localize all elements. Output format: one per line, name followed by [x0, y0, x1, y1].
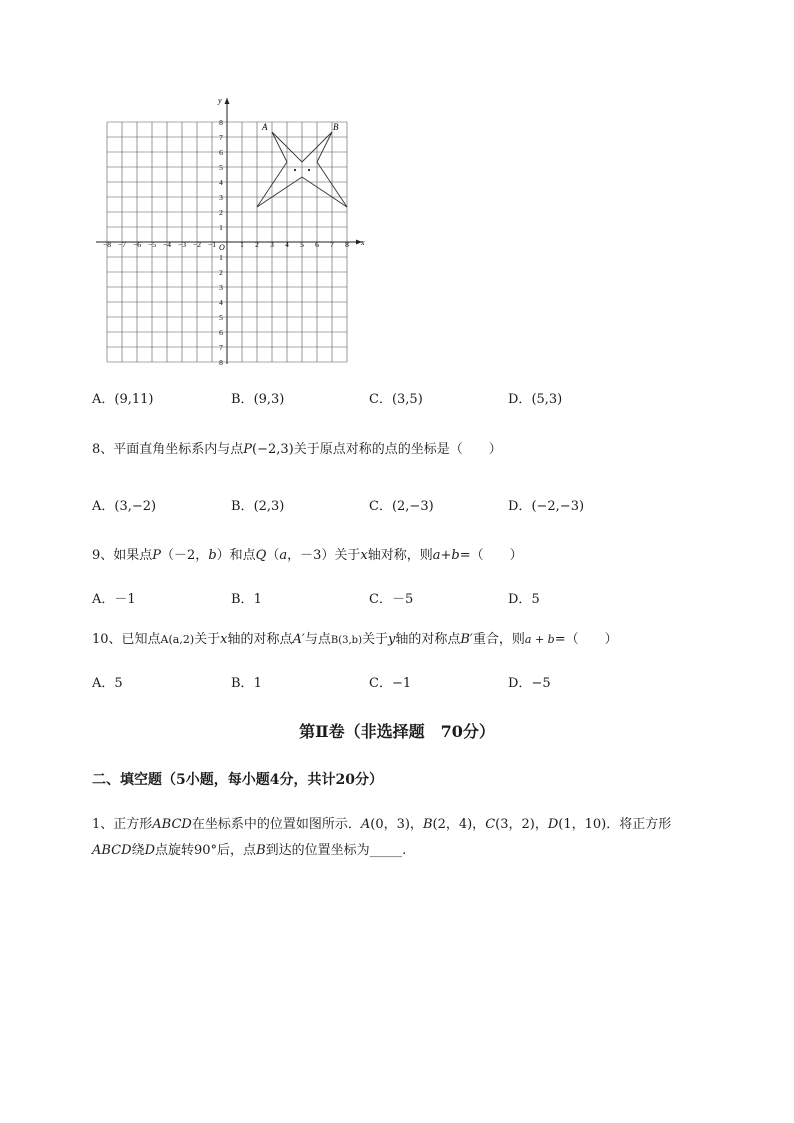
x-tick-label: 7 — [330, 240, 334, 249]
y-tick-label: 4 — [219, 178, 223, 187]
q10-point-a-prime: A′ — [292, 632, 305, 647]
q9-option-c — [369, 588, 413, 607]
option-value: (9,11) — [114, 392, 154, 407]
option-value: (2,−3) — [391, 499, 434, 514]
y-tick-label: 4 — [219, 298, 223, 307]
option-value: (5,3) — [531, 392, 563, 407]
x-tick-labels — [103, 240, 349, 249]
q10-text: 轴的对称点 — [395, 632, 461, 647]
q7-option-a — [92, 388, 153, 407]
q10-var-x: x — [220, 632, 228, 647]
dot-right — [308, 169, 310, 171]
q10-var-y: y — [387, 632, 396, 647]
x-tick-label: −5 — [148, 240, 156, 249]
y-tick-label: 3 — [219, 283, 223, 292]
q10-option-b — [231, 672, 262, 691]
fill1-coords: (0，3)， — [370, 817, 423, 832]
dot-left — [294, 169, 296, 171]
q8-option-a — [92, 495, 156, 514]
fill1-point-d: D — [547, 817, 559, 832]
section2-heading: 二、填空题（5小题，每小题4分，共计20分） — [92, 772, 383, 788]
y-tick-label: 2 — [219, 208, 223, 217]
q9-text: （ — [266, 548, 280, 563]
x-tick-label: 5 — [300, 240, 304, 249]
q10-point-a: A(a,2) — [160, 633, 195, 646]
q9-text: （－2， — [161, 548, 209, 563]
point-b-label: B — [333, 122, 339, 132]
x-tick-label: 2 — [255, 240, 259, 249]
q10-text: 10、已知点 — [92, 632, 161, 647]
fill1-text: 点旋转90°后，点 — [155, 843, 257, 858]
fill1-line1 — [92, 813, 671, 832]
option-letter: C． — [369, 392, 392, 407]
q10-text: 关于 — [194, 632, 221, 647]
fill1-point-c: C — [485, 817, 496, 832]
x-tick-label: −6 — [133, 240, 141, 249]
option-letter: C． — [369, 676, 392, 691]
q9-stem — [92, 544, 523, 563]
q10-text: =（ ） — [554, 632, 618, 647]
option-value: 1 — [253, 676, 262, 691]
x-tick-label: 8 — [345, 240, 349, 249]
option-value: −5 — [531, 676, 551, 691]
q8-option-d — [508, 495, 584, 514]
q8-stem — [92, 438, 502, 457]
x-axis-label: x — [361, 238, 365, 247]
y-tick-label: 7 — [219, 133, 223, 142]
option-value: 5 — [531, 592, 540, 607]
q9-option-b — [231, 588, 262, 607]
option-value: －1 — [114, 592, 136, 607]
option-value: 1 — [253, 592, 262, 607]
y-tick-label: 3 — [219, 193, 223, 202]
option-letter: A． — [92, 499, 115, 514]
q9-text: 轴对称，则 — [367, 548, 433, 563]
q10-option-a — [92, 672, 123, 691]
fill1-point-b: B — [256, 843, 266, 858]
q10-point-b-prime: B′ — [460, 632, 473, 647]
option-letter: B． — [231, 676, 254, 691]
q8-suffix: 关于原点对称的点的坐标是（ ） — [293, 442, 502, 457]
x-tick-label: −4 — [163, 240, 171, 249]
q9-point-p: P — [152, 548, 162, 563]
x-tick-label: 3 — [270, 240, 274, 249]
option-letter: A． — [92, 676, 115, 691]
option-value: 5 — [114, 676, 123, 691]
option-value: (−2,−3) — [531, 499, 585, 514]
q9-point-q: Q — [255, 548, 267, 563]
q9-text: =（ ） — [459, 548, 523, 563]
fill1-text: 1、正方形 — [92, 817, 153, 832]
x-tick-label: −8 — [103, 240, 111, 249]
x-tick-label: 1 — [240, 240, 244, 249]
option-value: (3,−2) — [114, 499, 157, 514]
q8-prefix: 8、平面直角坐标系内与点 — [92, 442, 244, 457]
option-letter: D． — [508, 592, 532, 607]
fill1-square-name: ABCD — [92, 843, 132, 858]
option-value: −1 — [391, 676, 412, 691]
option-letter: C． — [369, 499, 392, 514]
q7-option-b — [231, 388, 284, 407]
y-tick-label: 6 — [219, 328, 223, 337]
option-letter: D． — [508, 392, 532, 407]
option-letter: A． — [92, 392, 115, 407]
y-tick-label: 5 — [219, 313, 223, 322]
x-tick-label: −3 — [178, 240, 186, 249]
fill1-coords: (2，4)， — [432, 817, 486, 832]
option-letter: B． — [231, 499, 254, 514]
fill1-coords: (3，2)， — [495, 817, 548, 832]
q7-option-c — [369, 388, 423, 407]
fill1-square-name: ABCD — [152, 817, 192, 832]
q9-text: ，－3）关于 — [287, 548, 361, 563]
fill1-text: 绕 — [131, 843, 145, 858]
y-tick-label: 1 — [219, 253, 223, 262]
option-value: (2,3) — [253, 499, 285, 514]
fill1-line2 — [92, 839, 406, 858]
x-tick-label: −2 — [193, 240, 201, 249]
q8-point: P — [243, 442, 253, 457]
y-tick-label: 1 — [219, 223, 223, 232]
q9-option-d — [508, 588, 540, 607]
q9-text: ）和点 — [216, 548, 256, 563]
fill1-point-d: D — [144, 843, 156, 858]
coordinate-grid-figure — [92, 94, 382, 369]
option-letter: D． — [508, 499, 532, 514]
option-letter: B． — [231, 592, 254, 607]
option-value: (3,5) — [391, 392, 423, 407]
option-letter: A． — [92, 592, 115, 607]
q10-option-d — [508, 672, 551, 691]
y-tick-label: 2 — [219, 268, 223, 277]
option-value: －5 — [391, 592, 414, 607]
y-tick-label: 5 — [219, 163, 223, 172]
q7-option-d — [508, 388, 562, 407]
y-axis-arrow — [225, 98, 230, 104]
option-value: (9,3) — [253, 392, 285, 407]
q9-var-b: b — [208, 548, 217, 563]
fill1-point-b: B — [422, 817, 433, 832]
option-letter: D． — [508, 676, 532, 691]
x-tick-label: 4 — [285, 240, 289, 249]
q10-text: 与点 — [304, 632, 331, 647]
x-tick-label: −7 — [118, 240, 126, 249]
option-letter: C． — [369, 592, 392, 607]
q10-text: 重合，则 — [472, 632, 525, 647]
q10-option-c — [369, 672, 411, 691]
y-axis-label: y — [218, 96, 222, 105]
q8-option-c — [369, 495, 434, 514]
y-tick-label: 8 — [219, 118, 223, 127]
q9-expr: a+b — [432, 548, 460, 563]
y-tick-label: 8 — [219, 358, 223, 367]
q10-stem — [92, 628, 618, 647]
fill1-coords: (1，10)．将正方形 — [558, 817, 672, 832]
q10-expr: a + b — [524, 633, 555, 646]
q10-text: 轴的对称点 — [227, 632, 293, 647]
point-a-label: A — [262, 122, 268, 132]
x-tick-label: −1 — [208, 240, 216, 249]
y-tick-label: 7 — [219, 343, 223, 352]
q9-var-a: a — [279, 548, 288, 563]
origin-label: O — [219, 243, 225, 252]
q10-point-b: B(3,b) — [330, 635, 362, 646]
q9-var-x: x — [360, 548, 368, 563]
part2-title: 第Ⅱ卷（非选择题 70分） — [299, 722, 495, 741]
q9-text: 9、如果点 — [92, 548, 153, 563]
fill1-text: 到达的位置坐标为_____. — [265, 843, 407, 858]
x-tick-label: 6 — [315, 240, 319, 249]
q9-option-a — [92, 588, 136, 607]
option-letter: B． — [231, 392, 254, 407]
q8-coords: (−2,3) — [252, 442, 294, 457]
q8-option-b — [231, 495, 284, 514]
y-tick-label: 6 — [219, 148, 223, 157]
fill1-text: 在坐标系中的位置如图所示． — [191, 817, 361, 832]
fill1-point-a: A — [360, 817, 371, 832]
q10-text: 关于 — [361, 632, 388, 647]
